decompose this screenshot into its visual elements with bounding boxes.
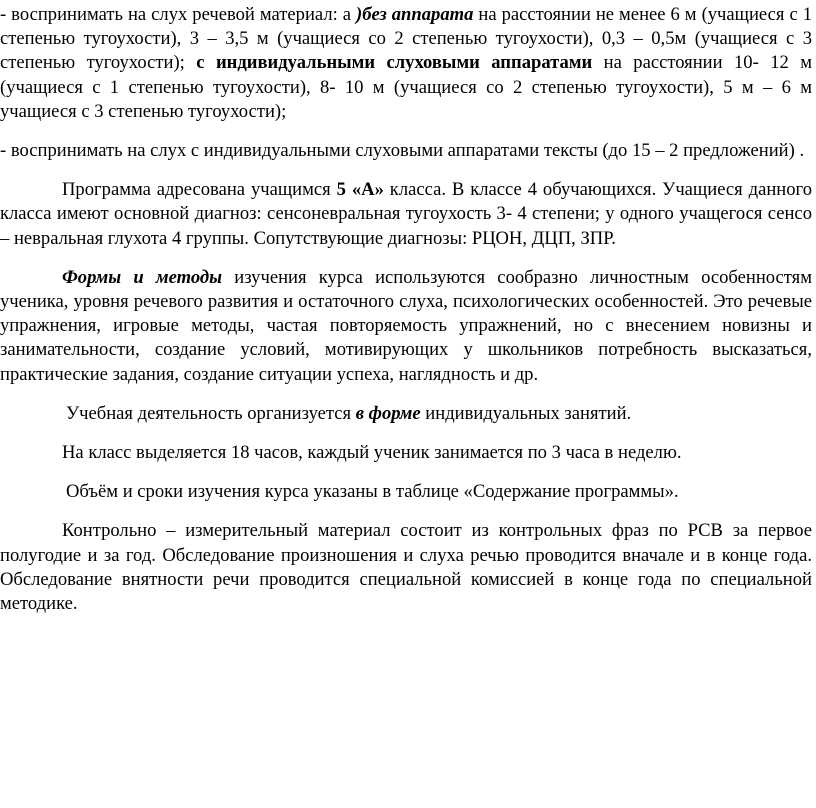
- paragraph-hours: На класс выделяется 18 часов, каждый ученик занимается по 3 часа в неделю.: [62, 442, 682, 464]
- emphasis-without-device: )без аппарата: [356, 4, 474, 25]
- paragraph-activity-form: [0, 402, 812, 426]
- text-run: Учебная деятельность организуется: [66, 402, 356, 424]
- emphasis-form: в форме: [355, 402, 421, 424]
- paragraph-perception-distances: [0, 3, 812, 124]
- emphasis-forms-methods: Формы и методы: [62, 266, 223, 288]
- paragraph-perception-texts: - воспринимать на слух с индивидуальными слуховыми аппаратами тексты (до 15 – 2 предложений) .: [0, 140, 805, 162]
- paragraph-assessment: Контрольно – измерительный материал состоит из контрольных фраз по РСВ за первое полугодие и за год. Обследование произношения и слуха речью проводится вначале и в конце года. Обследование внятности речи проводится специальной комиссией в конце года по специальной методике.: [0, 520, 812, 615]
- text-run: - воспринимать на слух речевой материал: а: [0, 4, 357, 25]
- text-run: индивидуальных занятий.: [420, 402, 632, 424]
- text-run: класса. В классе 4 обучающихся. Учащиеся данного класса имеют основной диагноз: сенсоневральная тугоухость 3- 4 степени; у одного учащегося сенсо – невральная глухота 4 группы. Сопутствующие диагнозы: РЦОН, ДЦП, ЗПР.: [0, 179, 813, 249]
- text-run: изучения курса используются сообразно личностным особенностям ученика, уровня речевого развития и остаточного слуха, психологических особенностей. Это речевые упражнения, игровые методы, частая повторяемость упражнений, но с внесением новизны и занимательности, создание условий, мотивирующих у школьников потребность высказаться, практические задания, создание ситуации успеха, наглядность и др.: [0, 266, 812, 385]
- emphasis-class-name: 5 «А»: [336, 179, 384, 201]
- paragraph-audience: [0, 178, 812, 251]
- text-run: Программа адресована учащимся: [62, 179, 337, 201]
- paragraph-scope: Объём и сроки изучения курса указаны в таблице «Содержание программы».: [66, 481, 679, 503]
- emphasis-with-hearing-aids: с индивидуальными слуховыми аппаратами: [196, 52, 593, 74]
- paragraph-forms-methods: [0, 266, 812, 387]
- text-run: на расстоянии 10- 12 м (учащиеся с 1 степенью тугоухости), 8- 10 м (учащиеся со 2 степенью тугоухости), 5 м – 6 м учащиеся с 3 степенью тугоухости);: [0, 52, 812, 122]
- text-run: на расстоянии не менее 6 м (учащиеся с 1 степенью тугоухости), 3 – 3,5 м (учащиеся со 2 степенью тугоухости), 0,3 – 0,5м (учащиеся с 3 степенью тугоухости);: [0, 4, 812, 74]
